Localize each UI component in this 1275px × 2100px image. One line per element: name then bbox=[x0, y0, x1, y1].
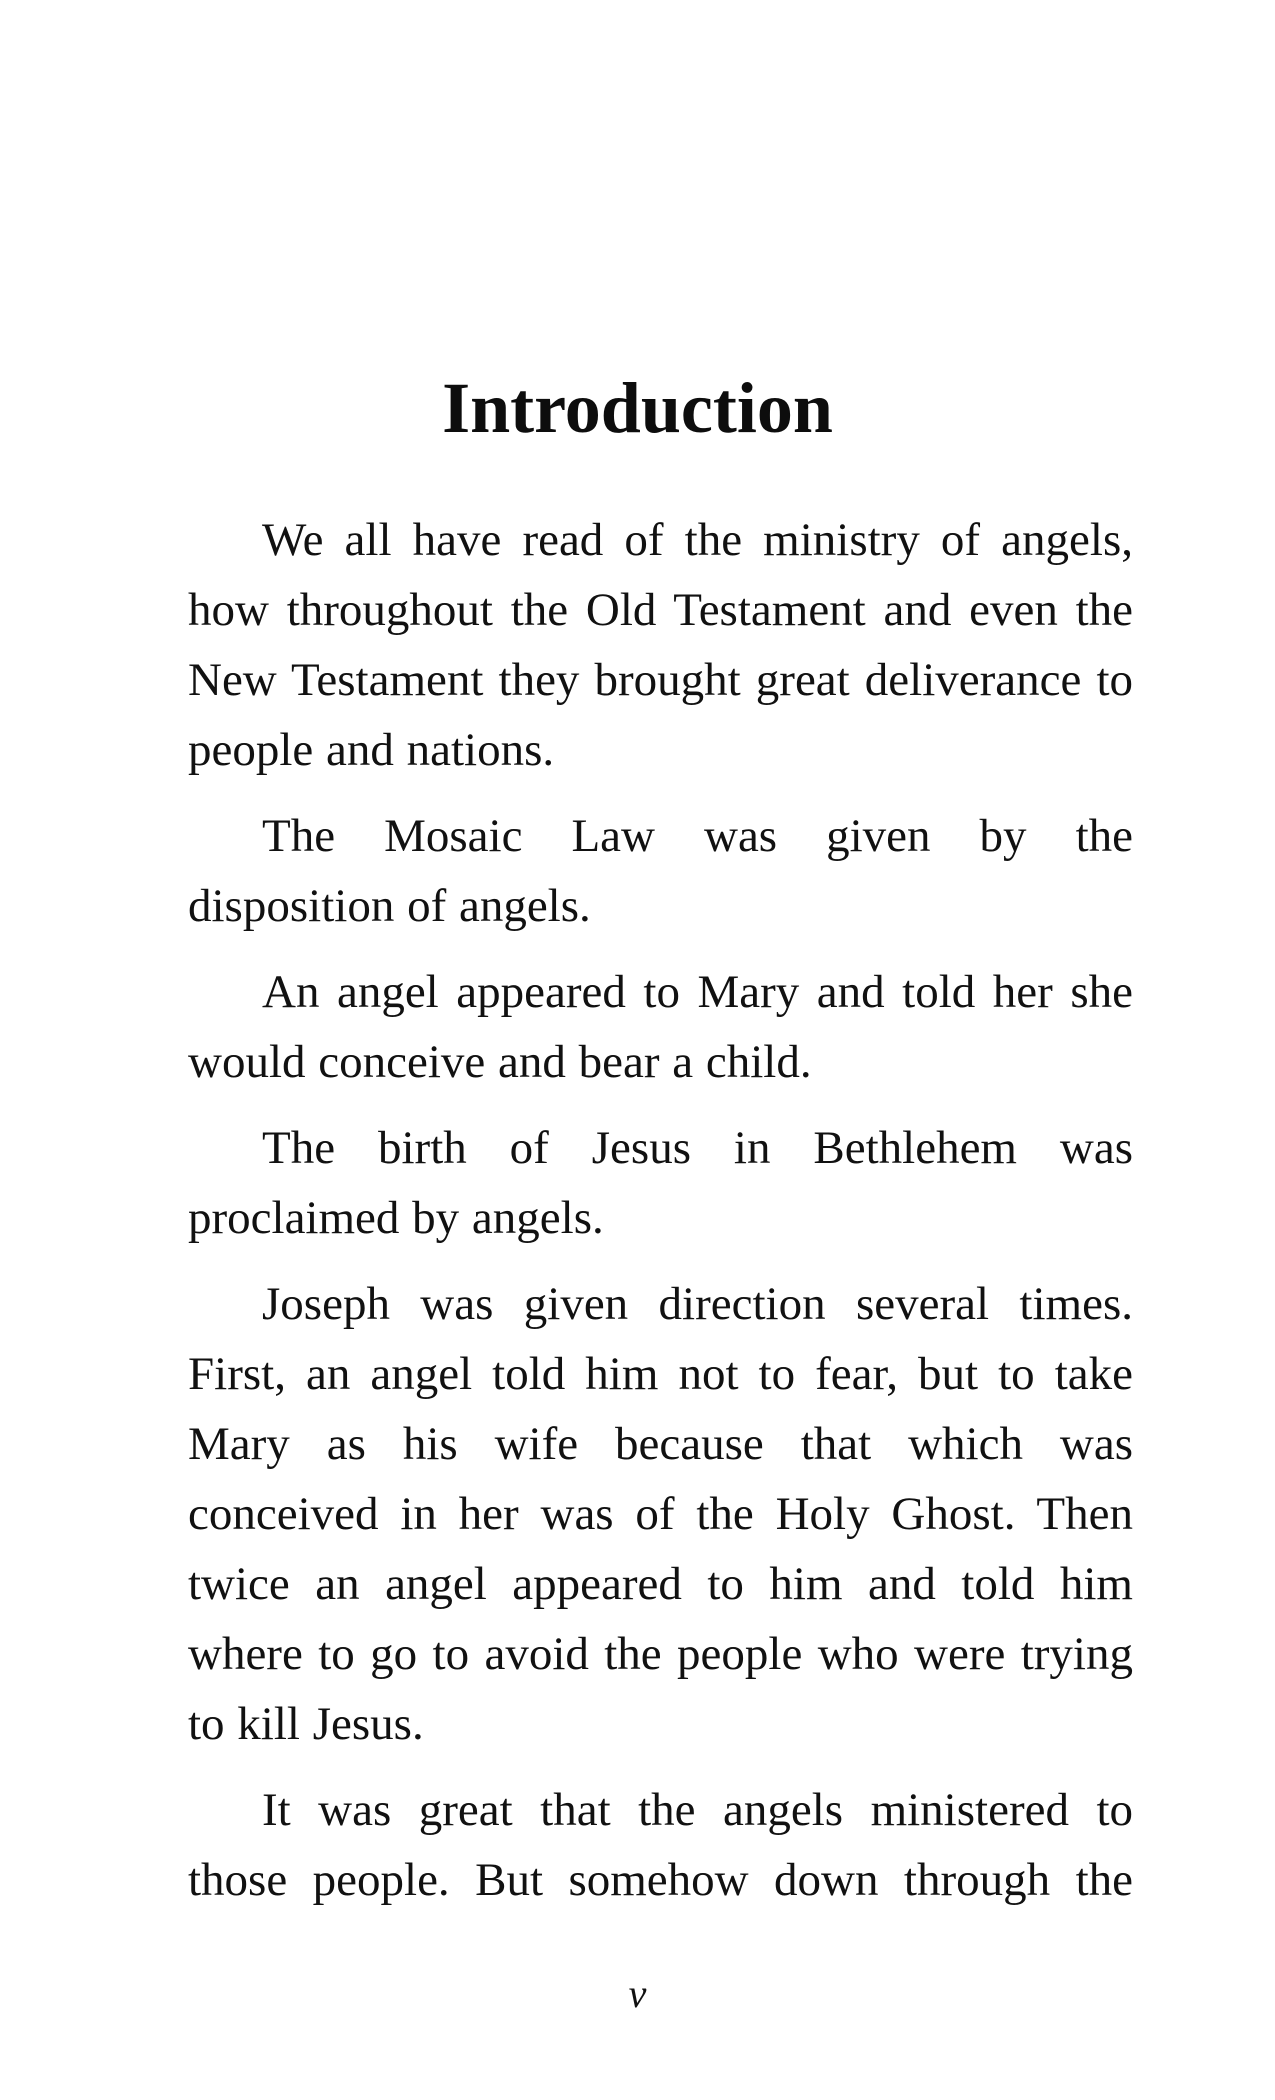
body-text bbox=[188, 505, 1133, 1931]
chapter-title: Introduction bbox=[442, 368, 833, 448]
page-number: v bbox=[628, 1971, 647, 2016]
paragraph: The Mosaic Law was given by the disposition of angels. bbox=[188, 810, 1133, 932]
paragraph: An angel appeared to Mary and told her she would conceive and bear a child. bbox=[188, 966, 1133, 1088]
paragraph: Joseph was given direction several times. First, an angel told him not to fear, but to take Mary as his wife because that which was conceived in her was of the Holy Ghost. Then twice an angel appeared to him and told him where to go to avoid the people who were trying to kill Jesus. bbox=[188, 1278, 1133, 1750]
paragraph: The birth of Jesus in Bethlehem was proclaimed by angels. bbox=[188, 1122, 1133, 1244]
paragraph: It was great that the angels ministered to those people. But somehow down through the bbox=[188, 1784, 1133, 1906]
paragraph: We all have read of the ministry of angels, how throughout the Old Testament and even the New Testament they brought great deliverance to people and nations. bbox=[188, 514, 1133, 776]
